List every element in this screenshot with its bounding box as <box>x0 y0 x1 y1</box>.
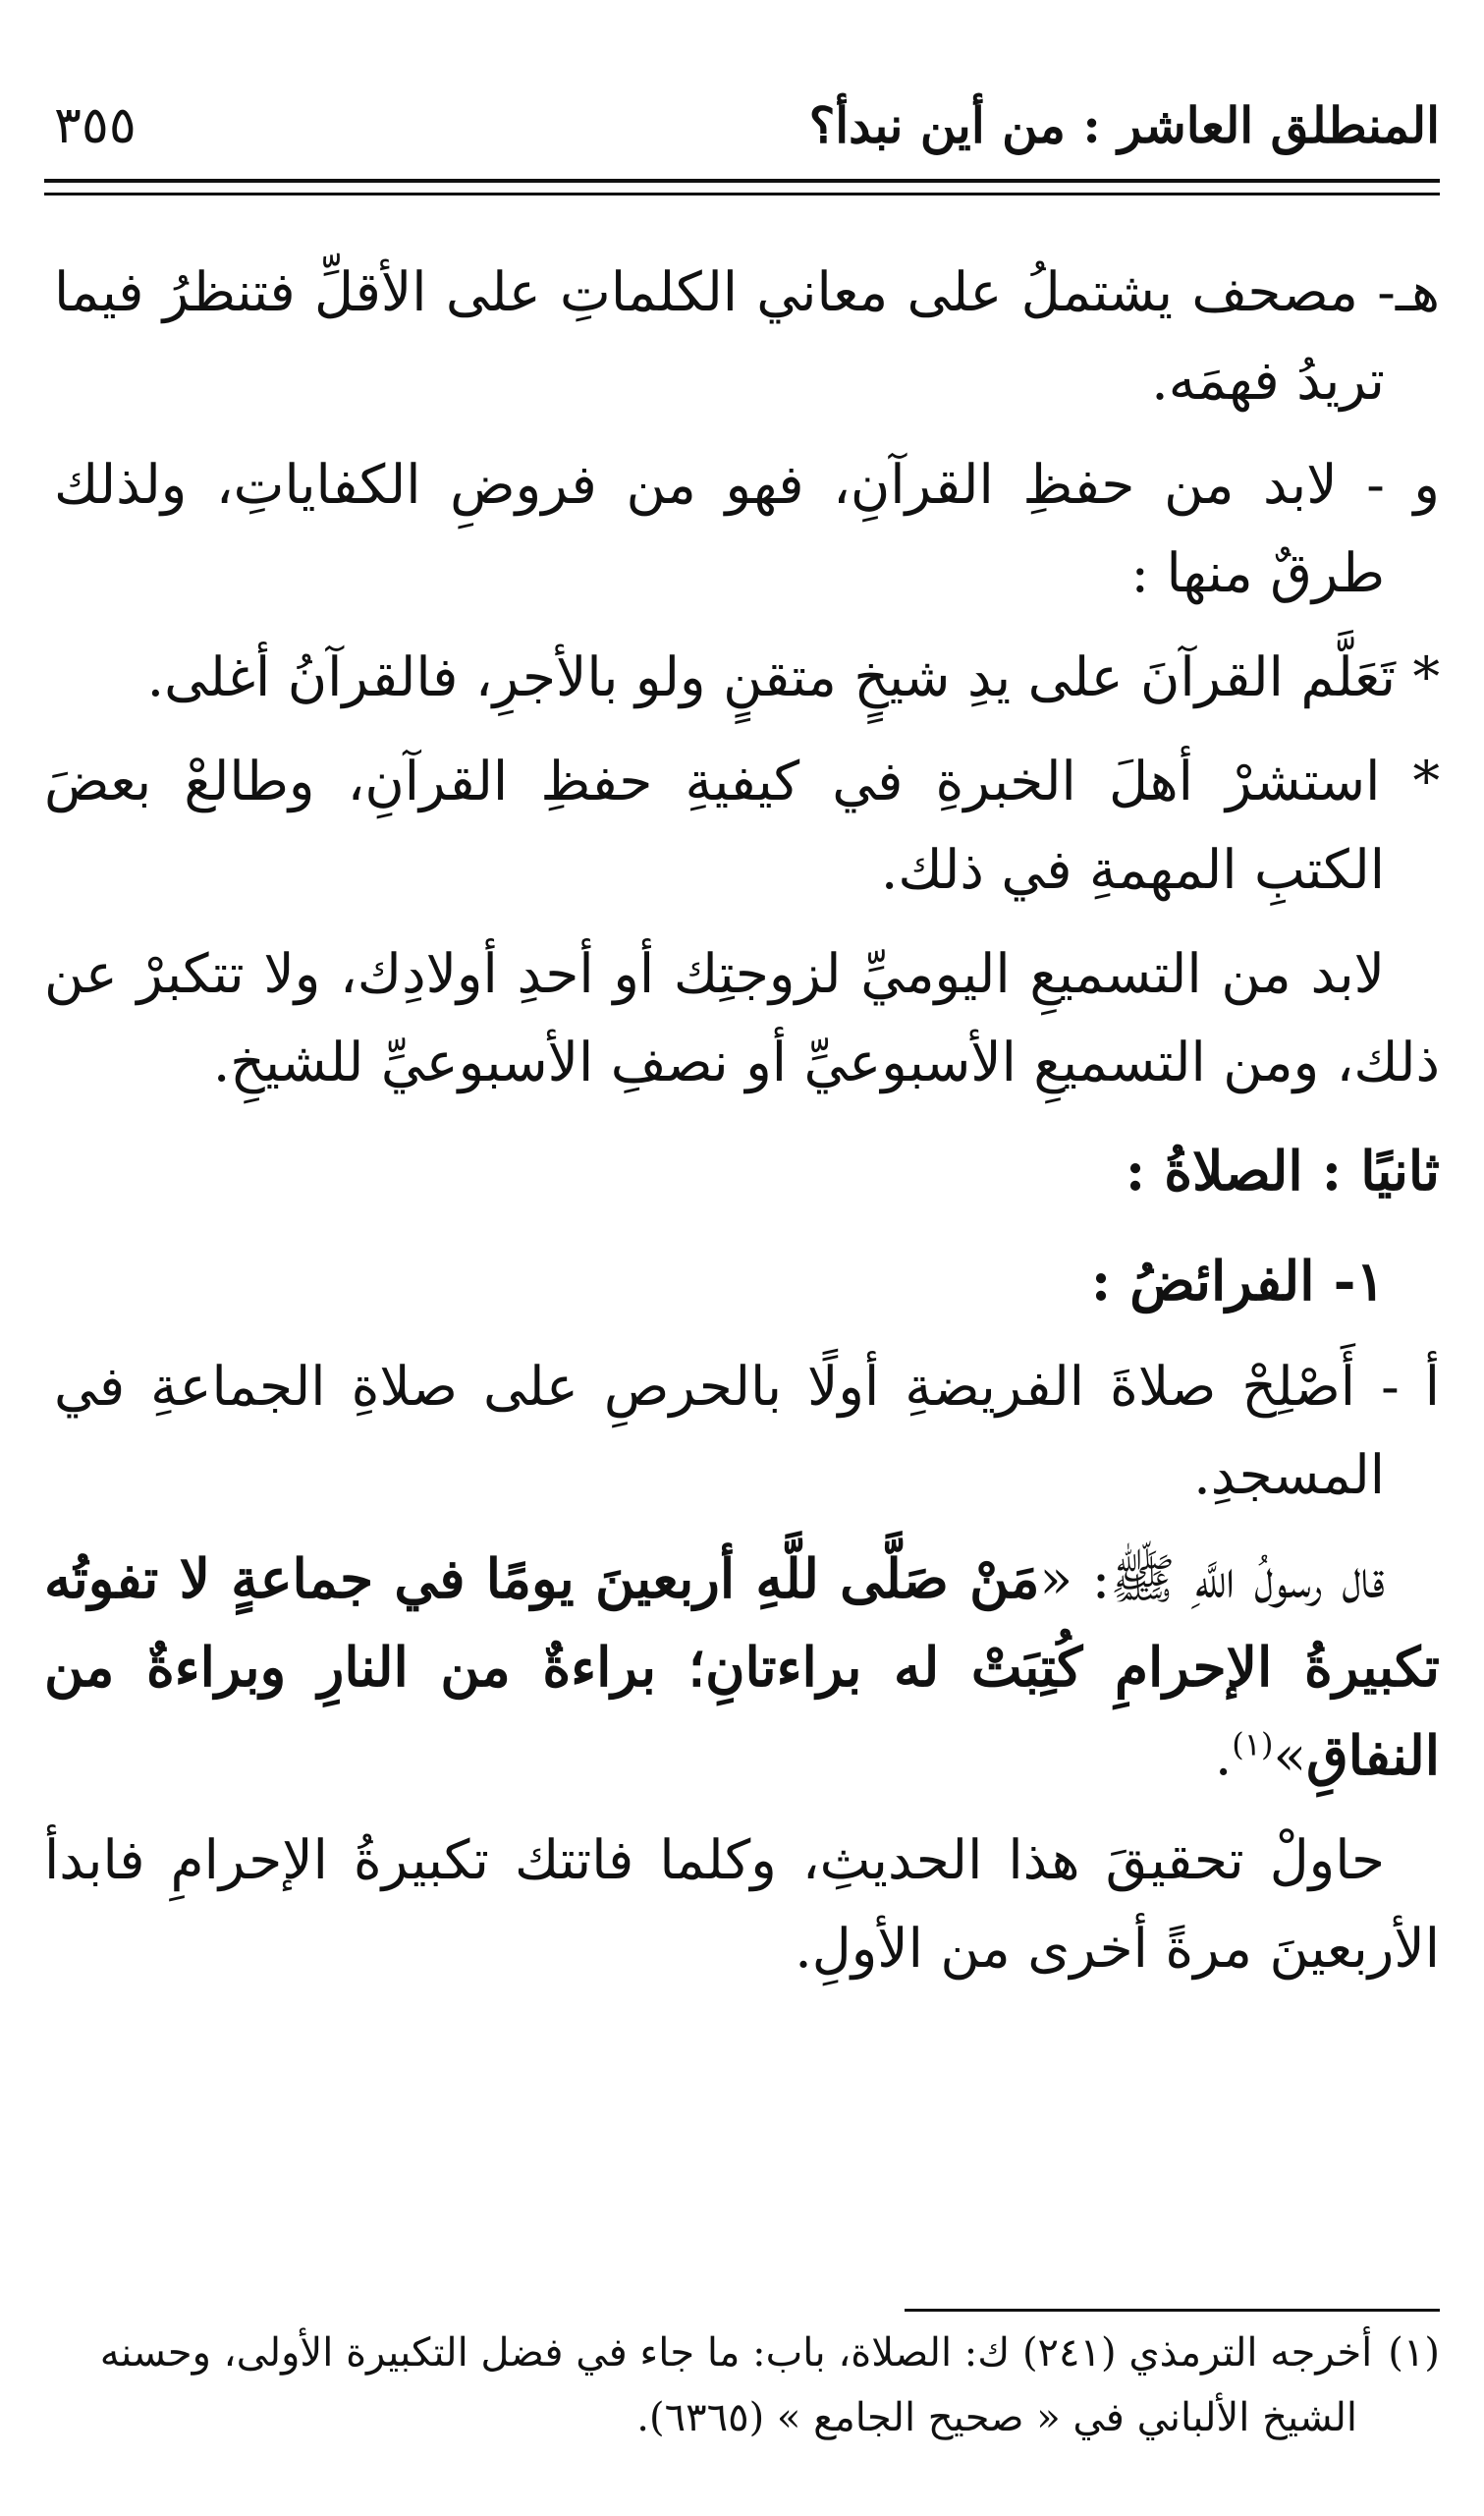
subheading-obligatory: ١- الفرائضُ : <box>1090 1249 1385 1313</box>
main-text <box>44 248 1440 2008</box>
paragraph-alif: أ - أَصْلِحْ صلاةَ الفريضةِ أولًا بالحرصِ على صلاةِ الجماعةِ في المسجدِ. <box>54 1355 1440 1506</box>
footnote-reference: (١) <box>1232 1725 1274 1763</box>
hadith-paragraph <box>44 1535 1440 1800</box>
paragraph-tasmee: لابد من التسميعِ اليوميِّ لزوجتِك أو أحدِ أولادِك، ولا تتكبرْ عن ذلك، ومن التسميعِ الأسبوعيِّ أو نصفِ الأسبوعيِّ للشيخِ. <box>44 942 1440 1093</box>
hadith-intro: قال رسولُ اللَّهِ ﷺ: « <box>1039 1547 1385 1610</box>
footnote-line-2: الشيخ الألباني في « صحيح الجامع » (٦٣٦٥). <box>636 2395 1357 2440</box>
section-heading-prayer: ثانيًا : الصلاةُ : <box>1125 1139 1440 1202</box>
paragraph-hawil: حاولْ تحقيقَ هذا الحديثِ، وكلما فاتتك تكبيرةُ الإحرامِ فابدأ الأربعينَ مرةً أخرى من الأولِ. <box>44 1828 1440 1980</box>
paragraph-he: هـ- مصحف يشتملُ على معاني الكلماتِ على الأقلِّ فتنظرُ فيما تريدُ فهمَه. <box>54 260 1440 412</box>
page-number: ٣٥٥ <box>54 96 137 155</box>
footnote <box>44 2320 1440 2450</box>
footnote-mark: (١) <box>1388 2330 1440 2376</box>
hadith-close: » <box>1273 1724 1307 1787</box>
paragraph-waw: و - لابد من حفظِ القرآنِ، فهو من فروضِ الكفاياتِ، ولذلك طرقٌ منها : <box>54 453 1440 604</box>
footnote-separator <box>905 2309 1440 2312</box>
footnote-line-1: أخرجه الترمذي (٢٤١) ك: الصلاة، باب: ما جاء في فضل التكبيرة الأولى، وحسنه <box>99 2330 1373 2376</box>
header-rule-thin <box>44 193 1440 196</box>
bullet-item-2: * استشرْ أهلَ الخبرةِ في كيفيةِ حفظِ القرآنِ، وطالعْ بعضَ الكتبِ المهمةِ في ذلك. <box>44 750 1440 901</box>
hadith-quote: مَنْ صَلَّى للَّهِ أربعينَ يومًا في جماعةٍ لا تفوتُه تكبيرةُ الإحرامِ كُتِبَتْ له براءتانِ؛ براءةٌ من النارِ وبراءةٌ من النفاقِ <box>44 1546 1440 1787</box>
header-rule-thick <box>44 179 1440 183</box>
bullet-item-1: * تَعَلَّم القرآنَ على يدِ شيخٍ متقنٍ ولو بالأجرِ، فالقرآنُ أغلى. <box>146 645 1440 708</box>
hadith-end: . <box>1214 1724 1233 1787</box>
chapter-title: المنطلق العاشر : من أين نبدأ؟ <box>808 96 1440 154</box>
running-header <box>44 86 1440 165</box>
